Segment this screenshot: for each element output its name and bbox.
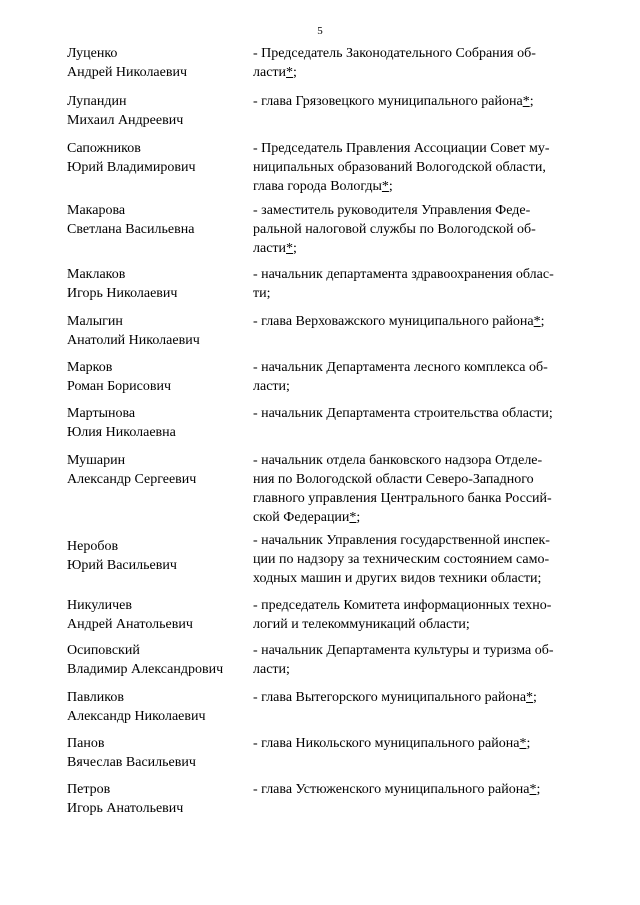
given-names: Юрий Владимирович <box>67 160 196 175</box>
position-line: логий и телекоммуникаций области; <box>253 617 470 632</box>
given-names: Роман Борисович <box>67 379 172 394</box>
given-names: Владимир Александрович <box>67 662 224 677</box>
position-line: ти; <box>253 286 271 301</box>
position-line: ральной налоговой службы по Вологодской об- <box>253 222 536 237</box>
position-description <box>253 688 583 707</box>
surname: Никуличев <box>67 598 132 613</box>
surname: Осиповский <box>67 643 140 658</box>
position-line: - Председатель Правления Ассоциации Совет му- <box>253 141 550 156</box>
position-line: - начальник Управления государственной инспек- <box>253 533 550 548</box>
position-line: - начальник Департамента лесного комплекса об- <box>253 360 548 375</box>
given-names: Андрей Анатольевич <box>67 617 193 632</box>
surname: Мартынова <box>67 406 136 421</box>
position-description <box>253 92 583 111</box>
position-line: - заместитель руководителя Управления Феде- <box>253 203 531 218</box>
position-description <box>253 358 583 396</box>
person-name <box>67 451 252 489</box>
position-line: - начальник отдела банковского надзора Отделе- <box>253 453 543 468</box>
position-description <box>253 734 583 753</box>
position-line: - председатель Комитета информационных техно- <box>253 598 552 613</box>
given-names: Андрей Николаевич <box>67 65 187 80</box>
given-names: Вячеслав Васильевич <box>67 755 196 770</box>
position-line: ласти*; <box>253 241 297 256</box>
person-name <box>67 201 252 239</box>
position-line: - начальник департамента здравоохранения облас- <box>253 267 554 282</box>
person-name <box>67 312 252 350</box>
person-name <box>67 537 252 575</box>
position-line: - начальник Департамента строительства области; <box>253 406 553 421</box>
person-name <box>67 44 252 82</box>
given-names: Игорь Анатольевич <box>67 801 184 816</box>
position-line: ходных машин и других видов техники области; <box>253 571 542 586</box>
person-name <box>67 358 252 396</box>
person-name <box>67 780 252 818</box>
position-line: - глава Верховажского муниципального района*; <box>253 314 545 329</box>
footnote-marker: * <box>522 94 530 109</box>
position-description <box>253 44 583 82</box>
position-description <box>253 780 583 799</box>
position-line: - Председатель Законодательного Собрания об- <box>253 46 536 61</box>
footnote-marker: * <box>526 690 534 705</box>
surname: Малыгин <box>67 314 123 329</box>
footnote-marker: * <box>381 179 389 194</box>
person-name <box>67 265 252 303</box>
footnote-marker: * <box>533 314 541 329</box>
position-line: - глава Никольского муниципального района*; <box>253 736 531 751</box>
person-name <box>67 139 252 177</box>
position-line: - глава Устюженского муниципального района*; <box>253 782 541 797</box>
position-description <box>253 596 583 634</box>
surname: Макарова <box>67 203 126 218</box>
position-description <box>253 641 583 679</box>
person-name <box>67 404 252 442</box>
surname: Марков <box>67 360 113 375</box>
position-line: ции по надзору за техническим состоянием само- <box>253 552 550 567</box>
surname: Неробов <box>67 539 119 554</box>
footnote-marker: * <box>529 782 537 797</box>
position-line: - глава Вытегорского муниципального района*; <box>253 690 537 705</box>
given-names: Александр Сергеевич <box>67 472 197 487</box>
position-line: - глава Грязовецкого муниципального района*; <box>253 94 534 109</box>
person-name <box>67 734 252 772</box>
position-line: ской Федерации*; <box>253 510 361 525</box>
page-number: 5 <box>317 25 323 37</box>
footnote-marker: * <box>286 65 294 80</box>
surname: Петров <box>67 782 111 797</box>
position-line: - начальник Департамента культуры и туризма об- <box>253 643 554 658</box>
given-names: Юлия Николаевна <box>67 425 176 440</box>
given-names: Александр Николаевич <box>67 709 206 724</box>
surname: Панов <box>67 736 105 751</box>
position-description <box>253 451 583 527</box>
position-line: глава города Вологды*; <box>253 179 393 194</box>
surname: Павликов <box>67 690 124 705</box>
person-name <box>67 92 252 130</box>
position-line: главного управления Центрального банка Россий- <box>253 491 552 506</box>
person-name <box>67 641 252 679</box>
footnote-marker: * <box>349 510 357 525</box>
surname: Луценко <box>67 46 118 61</box>
position-description <box>253 139 583 196</box>
given-names: Светлана Васильевна <box>67 222 195 237</box>
surname: Мушарин <box>67 453 126 468</box>
position-description <box>253 531 583 588</box>
person-name <box>67 596 252 634</box>
given-names: Игорь Николаевич <box>67 286 178 301</box>
given-names: Михаил Андреевич <box>67 113 184 128</box>
position-description <box>253 312 583 331</box>
position-description <box>253 404 583 423</box>
surname: Лупандин <box>67 94 127 109</box>
surname: Маклаков <box>67 267 126 282</box>
given-names: Юрий Васильевич <box>67 558 177 573</box>
position-description <box>253 265 583 303</box>
position-line: ласти; <box>253 662 290 677</box>
position-line: ласти*; <box>253 65 297 80</box>
footnote-marker: * <box>286 241 294 256</box>
position-line: ния по Вологодской области Северо-Западного <box>253 472 534 487</box>
position-line: ниципальных образований Вологодской области, <box>253 160 546 175</box>
position-line: ласти; <box>253 379 290 394</box>
person-name <box>67 688 252 726</box>
position-description <box>253 201 583 258</box>
surname: Сапожников <box>67 141 141 156</box>
given-names: Анатолий Николаевич <box>67 333 200 348</box>
footnote-marker: * <box>519 736 527 751</box>
